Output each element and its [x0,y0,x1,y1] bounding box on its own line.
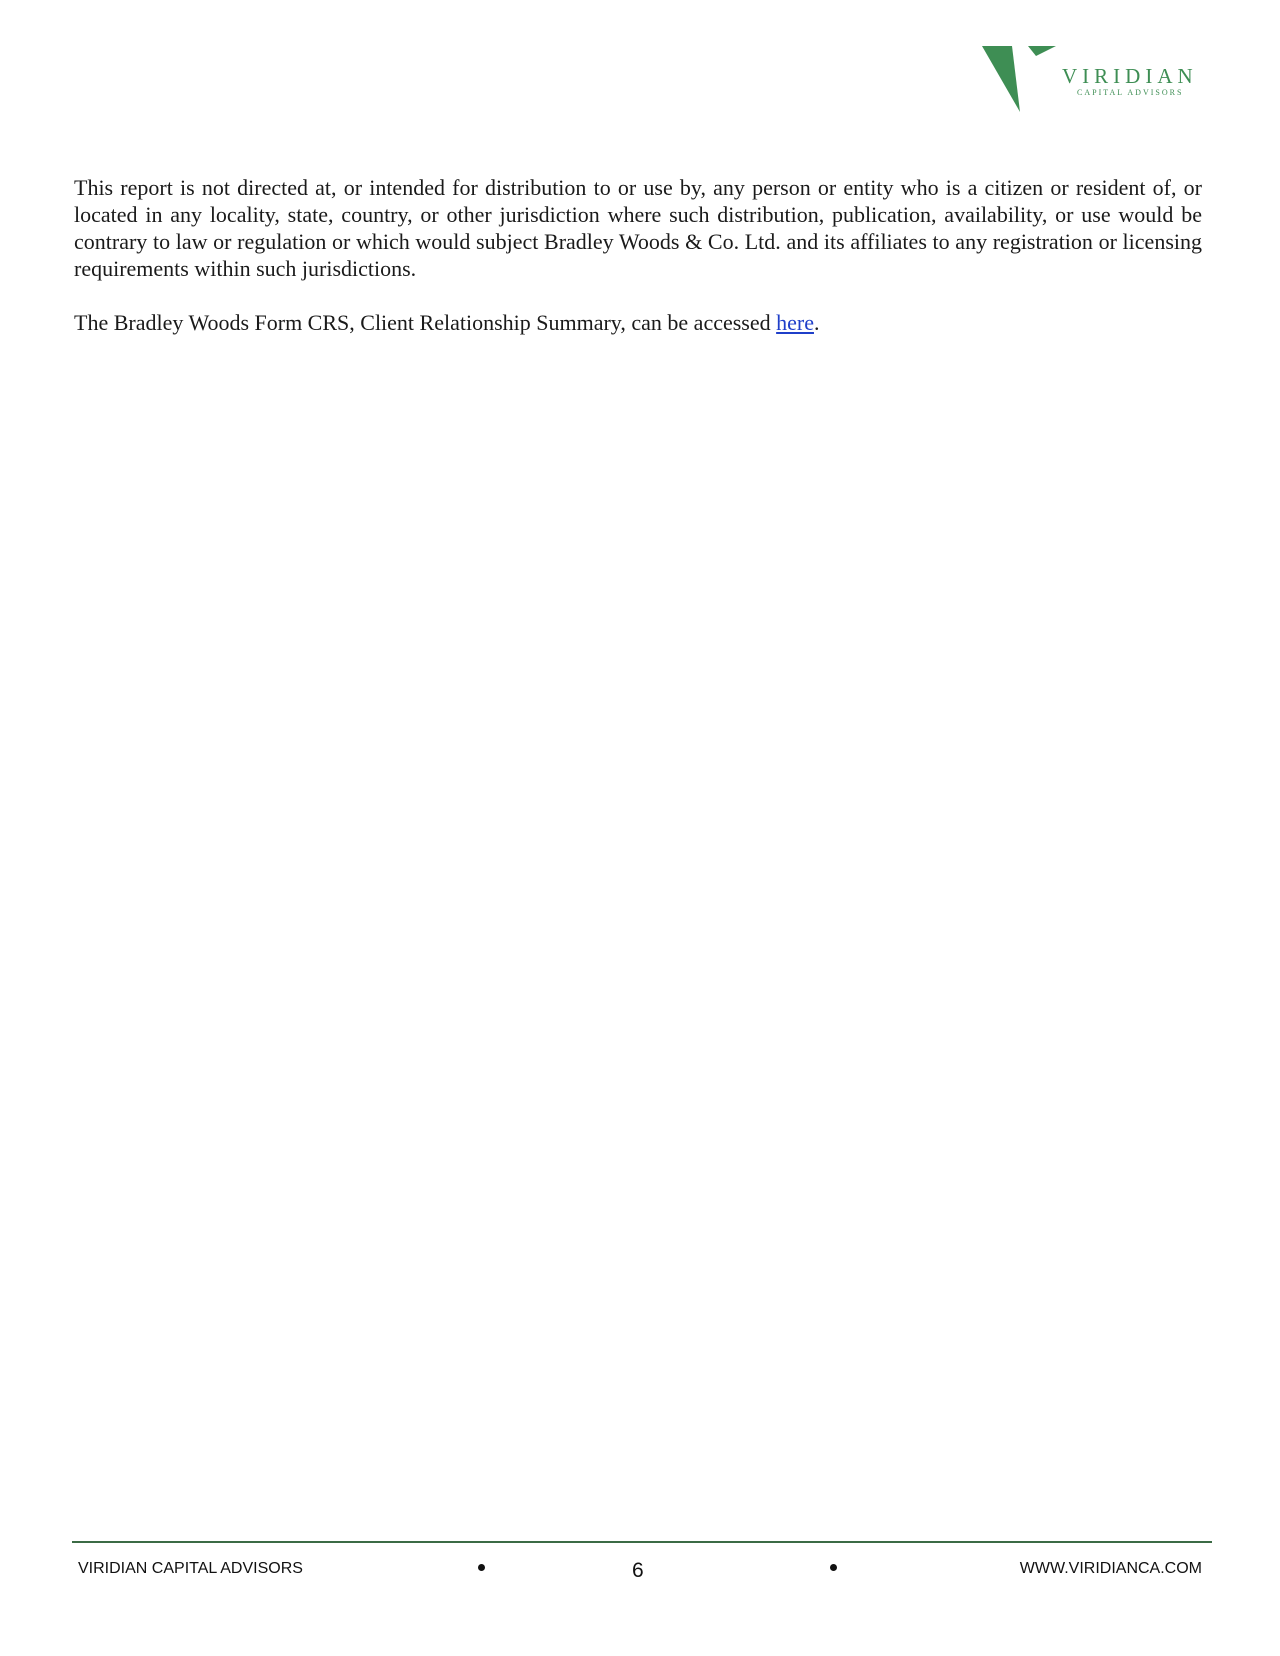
form-crs-text: The Bradley Woods Form CRS, Client Relationship Summary, can be accessed [74,310,777,335]
page-number: 6 [632,1559,644,1582]
viridian-logo [980,42,1210,124]
page-footer [78,1555,1202,1589]
disclaimer-content [74,174,1202,363]
disclaimer-paragraph: This report is not directed at, or intended for distribution to or use by, any person or entity who is a citizen or resident of, or located in any locality, state, country, or other jurisdiction where such distribution, publication, availability, or use would be contrary to law or regulation or which would subject Bradley Woods & Co. Ltd. and its affiliates to any registration or licensing requirements within such jurisdictions. [74,175,1202,281]
viridian-v-icon [980,42,1060,122]
logo-name: VIRIDIAN [1062,64,1198,88]
footer-website: WWW.VIRIDIANCA.COM [1019,1560,1202,1577]
footer-bullet-icon [478,1564,485,1571]
logo-subtitle: CAPITAL ADVISORS [1077,88,1184,97]
form-crs-paragraph [74,309,1202,336]
footer-divider [72,1541,1212,1543]
footer-company: VIRIDIAN CAPITAL ADVISORS [78,1560,303,1577]
form-crs-link[interactable]: here [776,310,814,335]
form-crs-period: . [813,310,820,335]
footer-bullet-icon [830,1564,837,1571]
